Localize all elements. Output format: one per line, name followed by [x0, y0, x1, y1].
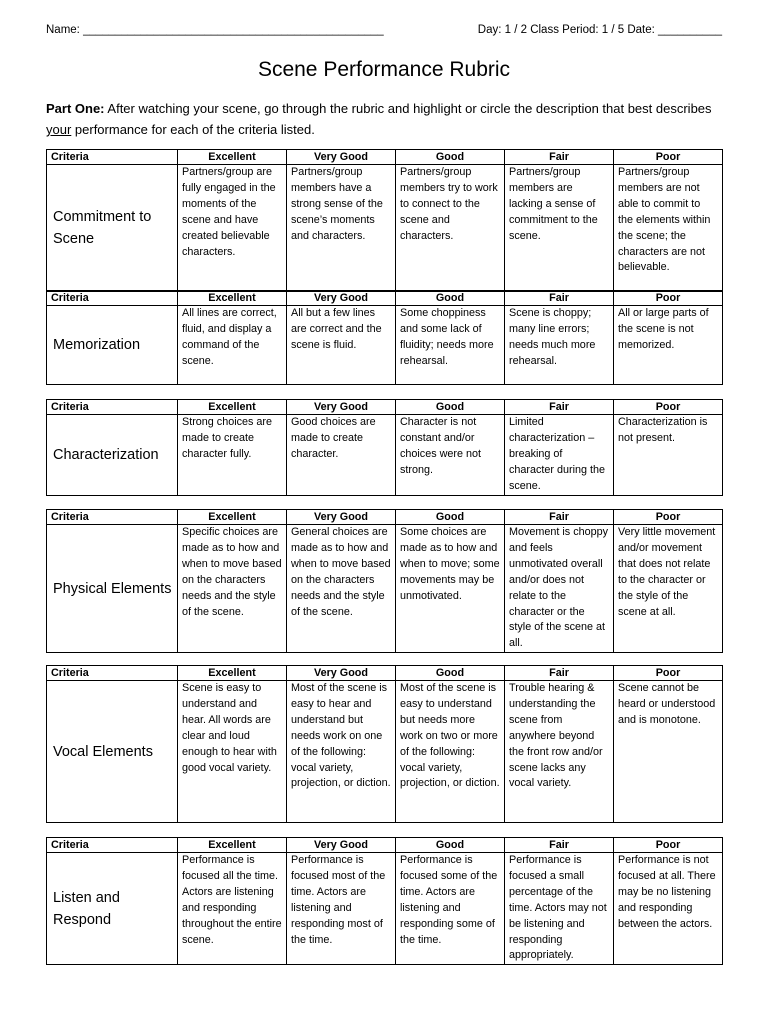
header-good: Good [396, 400, 505, 415]
cell-fair[interactable]: Movement is choppy and feels unmotivated overall and/or does not relate to the character or the style of the scene at all. [505, 525, 614, 653]
cell-excellent[interactable]: Scene is easy to understand and hear. All words are clear and loud enough to hear with good vocal variety. [178, 681, 287, 823]
cell-very-good[interactable]: Good choices are made to create character. [287, 415, 396, 496]
header-poor: Poor [614, 291, 723, 306]
cell-good[interactable]: Character is not constant and/or choices were not strong. [396, 415, 505, 496]
cell-very-good[interactable]: Performance is focused most of the time. Actors are listening and responding most of the time. [287, 853, 396, 965]
rubric-table-memorization [46, 290, 723, 385]
header-fair: Fair [505, 838, 614, 853]
rubric-table-characterization [46, 399, 723, 496]
header-poor: Poor [614, 150, 723, 165]
rubric-table-vocal-elements [46, 665, 723, 823]
header-excellent: Excellent [178, 838, 287, 853]
cell-very-good[interactable]: General choices are made as to how and when to move based on the characters needs and the style of the scene. [287, 525, 396, 653]
header-very-good: Very Good [287, 838, 396, 853]
header-very-good: Very Good [287, 150, 396, 165]
cell-poor[interactable]: All or large parts of the scene is not memorized. [614, 306, 723, 385]
header-row [47, 291, 723, 306]
cell-excellent[interactable]: Partners/group are fully engaged in the moments of the scene and have created believable characters. [178, 165, 287, 292]
instructions-text-1: After watching your scene, go through the rubric and highlight or circle the description that best describes [104, 101, 712, 116]
rubric-table-physical-elements [46, 509, 723, 653]
header-fair: Fair [505, 666, 614, 681]
cell-fair[interactable]: Limited characterization – breaking of character during the scene. [505, 415, 614, 496]
criteria-row [47, 165, 723, 292]
instructions-underlined: your [46, 122, 72, 137]
header-criteria: Criteria [47, 291, 178, 306]
header-good: Good [396, 666, 505, 681]
header-excellent: Excellent [178, 666, 287, 681]
header-excellent: Excellent [178, 400, 287, 415]
cell-fair[interactable]: Performance is focused a small percentage of the time. Actors may not be listening and responding appropriately. [505, 853, 614, 965]
header-very-good: Very Good [287, 291, 396, 306]
header-poor: Poor [614, 666, 723, 681]
header-very-good: Very Good [287, 510, 396, 525]
header-very-good: Very Good [287, 666, 396, 681]
header-criteria: Criteria [47, 838, 178, 853]
criteria-row [47, 853, 723, 965]
header-row [47, 400, 723, 415]
cell-poor[interactable]: Very little movement and/or movement that does not relate to the character or the style of the scene at all. [614, 525, 723, 653]
cell-good[interactable]: Partners/group members try to work to connect to the scene and characters. [396, 165, 505, 292]
student-info-header [46, 24, 722, 36]
cell-excellent[interactable]: Specific choices are made as to how and when to move based on the characters needs and the style of the scene. [178, 525, 287, 653]
part-label: Part One: [46, 101, 105, 116]
cell-excellent[interactable]: Performance is focused all the time. Actors are listening and responding throughout the entire scene. [178, 853, 287, 965]
criteria-name: Characterization [47, 415, 178, 496]
criteria-name: Physical Elements [47, 525, 178, 653]
header-row [47, 510, 723, 525]
header-criteria: Criteria [47, 150, 178, 165]
cell-excellent[interactable]: Strong choices are made to create character fully. [178, 415, 287, 496]
criteria-row [47, 681, 723, 823]
day-period-date-field: Day: 1 / 2 Class Period: 1 / 5 Date: __________ [477, 24, 722, 36]
page-title: Scene Performance Rubric [257, 58, 511, 81]
header-fair: Fair [505, 150, 614, 165]
cell-good[interactable]: Performance is focused some of the time. Actors are listening and responding some of the time. [396, 853, 505, 965]
cell-excellent[interactable]: All lines are correct, fluid, and display a command of the scene. [178, 306, 287, 385]
cell-good[interactable]: Some choppiness and some lack of fluidity; needs more rehearsal. [396, 306, 505, 385]
cell-very-good[interactable]: Partners/group members have a strong sense of the scene’s moments and characters. [287, 165, 396, 292]
header-fair: Fair [505, 510, 614, 525]
name-field: Name: _______________________________________________ [46, 24, 384, 36]
criteria-name: Commitment to Scene [47, 165, 178, 292]
rubric-table-commitment [46, 149, 723, 292]
header-poor: Poor [614, 400, 723, 415]
header-fair: Fair [505, 291, 614, 306]
cell-fair[interactable]: Trouble hearing & understanding the scene from anywhere beyond the front row and/or scene lacks any vocal variety. [505, 681, 614, 823]
instructions [46, 98, 726, 140]
header-poor: Poor [614, 510, 723, 525]
header-criteria: Criteria [47, 666, 178, 681]
header-row [47, 666, 723, 681]
cell-poor[interactable]: Performance is not focused at all. There may be no listening and responding between the actors. [614, 853, 723, 965]
instructions-text-2: performance for each of the criteria listed. [71, 122, 315, 137]
header-good: Good [396, 838, 505, 853]
criteria-row [47, 306, 723, 385]
header-good: Good [396, 150, 505, 165]
cell-good[interactable]: Most of the scene is easy to understand but needs more work on two or more of the following: vocal variety, projection, or diction. [396, 681, 505, 823]
cell-poor[interactable]: Scene cannot be heard or understood and is monotone. [614, 681, 723, 823]
header-criteria: Criteria [47, 400, 178, 415]
header-excellent: Excellent [178, 291, 287, 306]
cell-very-good[interactable]: Most of the scene is easy to hear and understand but needs work on one of the following: vocal variety, projection, or diction. [287, 681, 396, 823]
cell-poor[interactable]: Characterization is not present. [614, 415, 723, 496]
criteria-row [47, 415, 723, 496]
criteria-name: Vocal Elements [47, 681, 178, 823]
header-good: Good [396, 510, 505, 525]
header-criteria: Criteria [47, 510, 178, 525]
cell-fair[interactable]: Scene is choppy; many line errors; needs much more rehearsal. [505, 306, 614, 385]
header-excellent: Excellent [178, 510, 287, 525]
header-row [47, 838, 723, 853]
cell-good[interactable]: Some choices are made as to how and when to move; some movements may be unmotivated. [396, 525, 505, 653]
criteria-name: Memorization [47, 306, 178, 385]
cell-poor[interactable]: Partners/group members are not able to commit to the elements within the scene; the characters are not believable. [614, 165, 723, 292]
cell-very-good[interactable]: All but a few lines are correct and the scene is fluid. [287, 306, 396, 385]
rubric-table-listen-respond [46, 837, 723, 965]
header-very-good: Very Good [287, 400, 396, 415]
cell-fair[interactable]: Partners/group members are lacking a sense of commitment to the scene. [505, 165, 614, 292]
header-fair: Fair [505, 400, 614, 415]
criteria-name: Listen and Respond [47, 853, 178, 965]
header-excellent: Excellent [178, 150, 287, 165]
header-row [47, 150, 723, 165]
criteria-row [47, 525, 723, 653]
header-poor: Poor [614, 838, 723, 853]
header-good: Good [396, 291, 505, 306]
